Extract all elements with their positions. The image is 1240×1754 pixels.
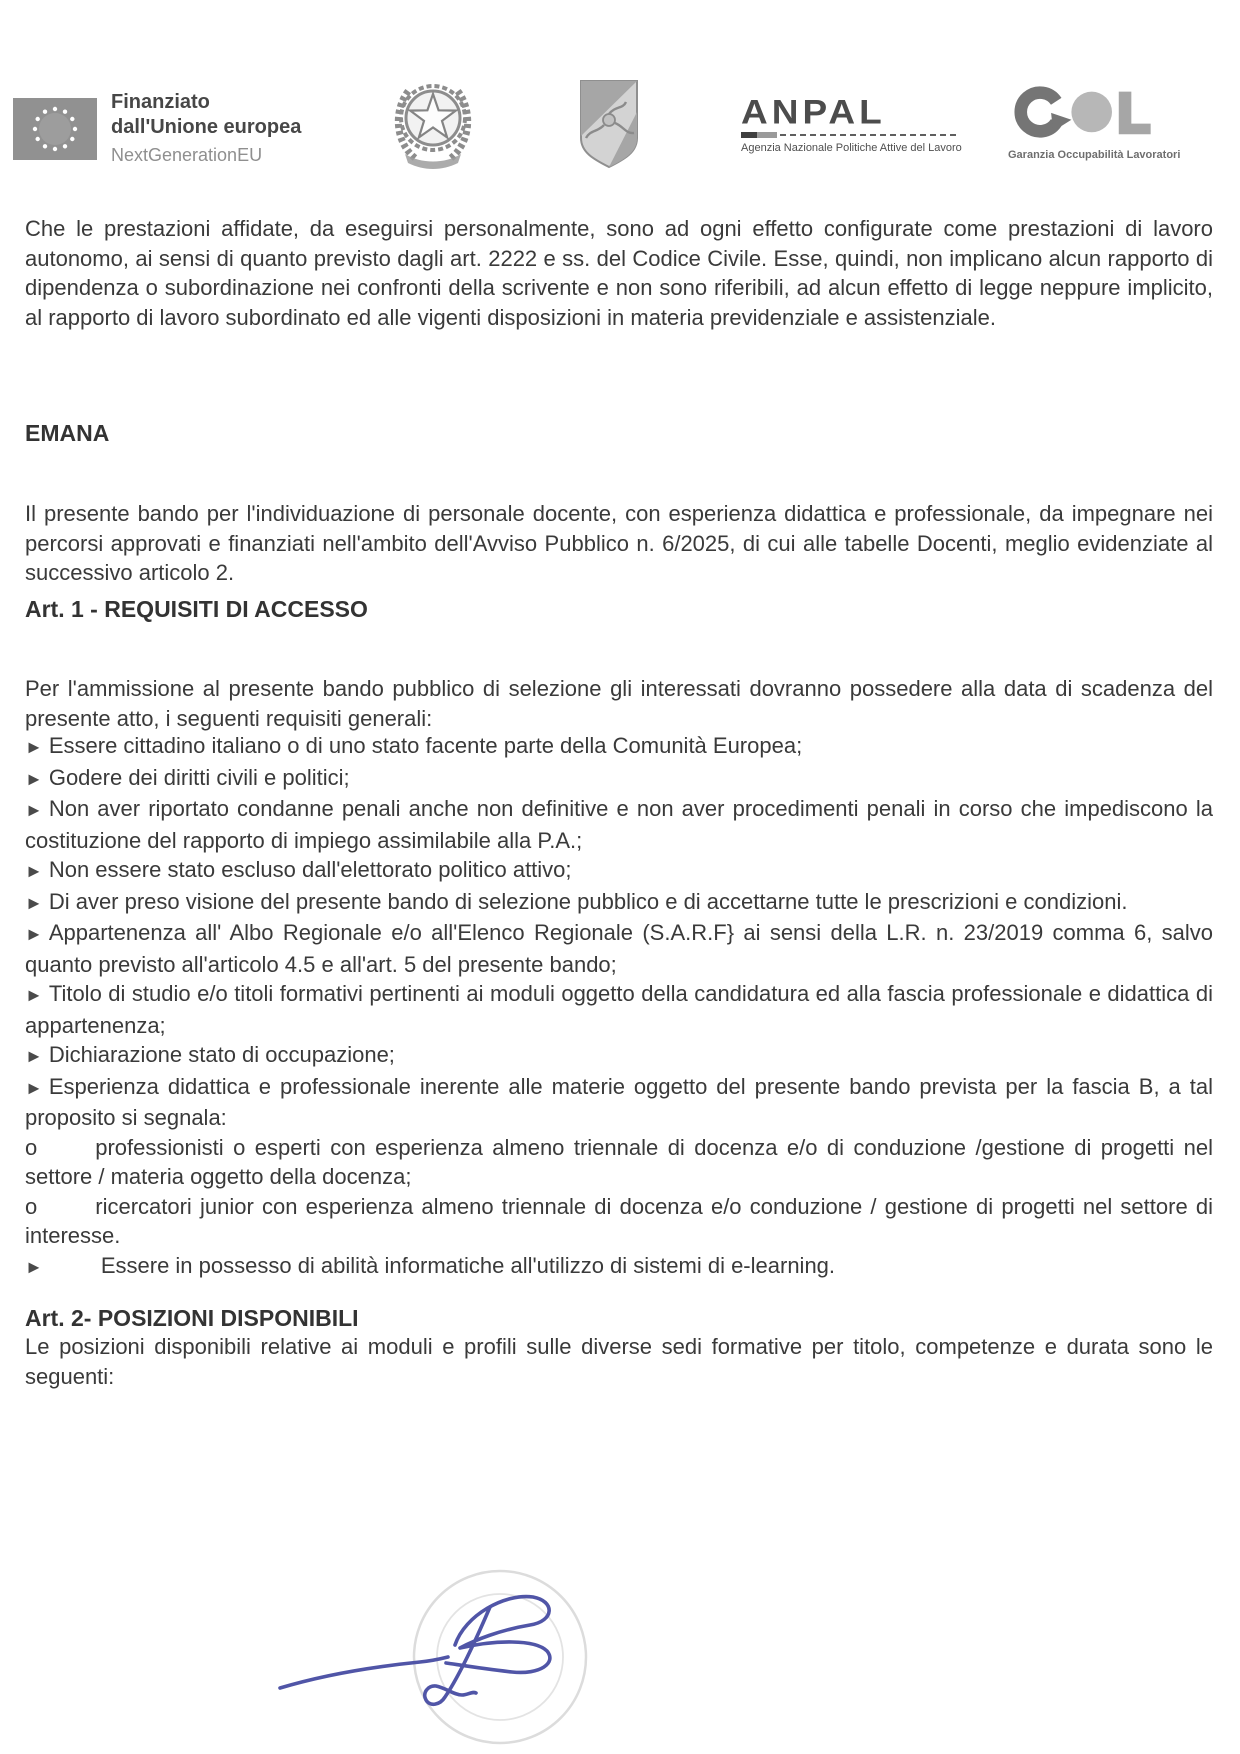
requirement-item	[25, 794, 1213, 855]
paragraph-art1-intro: Per l'ammissione al presente bando pubblico di selezione gli interessati dovranno possedere alla data di scadenza del presente atto, i seguenti requisiti generali:	[25, 676, 1213, 731]
requirement-text: Titolo di studio e/o titoli formativi pertinenti ai moduli oggetto della candidatura ed alla fascia professionale e didattica di appartenenza;	[25, 981, 1213, 1038]
requirement-text: Di aver preso visione del presente bando di selezione pubblico e di accettarne tutte le prescrizioni e condizioni.	[48, 888, 1128, 914]
header-logos	[13, 68, 1220, 180]
eu-funding-subtitle: NextGenerationEU	[111, 145, 263, 165]
anpal-wordmark: ANPAL	[741, 93, 886, 131]
requirement-subitem	[25, 1133, 1213, 1192]
eu-funding-title-line2: dall'Unione europea	[111, 116, 302, 138]
requirement-item	[25, 1251, 1213, 1283]
requirement-item	[25, 731, 1213, 763]
requirement-item	[25, 918, 1213, 979]
circle-bullet: o	[25, 1134, 38, 1160]
requirement-item	[25, 1072, 1213, 1133]
requirement-text: professionisti o esperti con esperienza almeno triennale di docenza e/o di conduzione /gestione di progetti nel settore / materia oggetto della docenza;	[25, 1134, 1213, 1189]
sicily-emblem-icon	[578, 78, 640, 170]
requirement-text: Essere in possesso di abilità informatiche all'utilizzo di sistemi di e-learning.	[100, 1252, 836, 1278]
requirements-list	[25, 731, 1213, 1282]
heading-art2: Art. 2- POSIZIONI DISPONIBILI	[25, 1305, 359, 1331]
gol-wordmark-icon	[1008, 82, 1158, 140]
italy-emblem-icon	[385, 68, 481, 172]
anpal-flag-italy-icon	[741, 132, 757, 138]
arrow-bullet-icon: ►	[25, 1046, 43, 1066]
requirement-item	[25, 763, 1213, 795]
anpal-flag-eu-icon	[757, 132, 777, 138]
paragraph-art2-intro: Le posizioni disponibili relative ai moduli e profili sulle diverse sedi formative per titolo, competenze e durata sono le seguenti:	[25, 1334, 1213, 1389]
arrow-bullet-icon: ►	[25, 737, 43, 757]
paragraph-prestazioni: Che le prestazioni affidate, da eseguirsi personalmente, sono ad ogni effetto configurate come prestazioni di lavoro autonomo, ai sensi di quanto previsto dagli art. 2222 e ss. del Codice Civile. Esse, quindi, non implicano alcun rapporto di dipendenza o subordinazione nei confronti della scrivente e non sono riferibili, ad alcun effetto di legge neppure implicito, al rapporto di lavoro subordinato ed alle vigenti disposizioni in materia previdenziale e assistenziale.	[25, 216, 1213, 330]
arrow-bullet-icon: ►	[25, 800, 43, 820]
requirement-item	[25, 855, 1213, 887]
gol-logo	[1008, 82, 1181, 161]
requirement-text: Dichiarazione stato di occupazione;	[48, 1042, 395, 1067]
requirement-subitem	[25, 1192, 1213, 1251]
circle-bullet: o	[25, 1193, 38, 1219]
anpal-dashed-line	[780, 134, 956, 136]
heading-art1: Art. 1 - REQUISITI DI ACCESSO	[25, 596, 368, 622]
requirement-text: Esperienza didattica e professionale inerente alle materie oggetto del presente bando prevista per la fascia B, a tal proposito si segnala:	[25, 1073, 1213, 1130]
paragraph-bando: Il presente bando per l'individuazione di personale docente, con esperienza didattica e professionale, da impegnare nei percorsi approvati e finanziati nell'ambito dell'Avviso Pubblico n. 6/2025, di cui alle tabelle Docenti, meglio evidenziate al successivo articolo 2.	[25, 501, 1213, 585]
stamp-icon	[414, 1571, 586, 1743]
requirement-text: Non aver riportato condanne penali anche non definitive e non aver procedimenti penali in corso che impediscono la costituzione del rapporto di impiego assimilabile alla P.A.;	[25, 796, 1213, 853]
requirement-text: Godere dei diritti civili e politici;	[48, 764, 350, 790]
requirement-text: Non essere stato escluso dall'elettorato politico attivo;	[48, 857, 572, 882]
requirement-item	[25, 979, 1213, 1040]
arrow-bullet-icon: ►	[25, 861, 43, 881]
arrow-bullet-icon: ►	[25, 768, 43, 789]
gol-caption: Garanzia Occupabilità Lavoratori	[1008, 149, 1181, 161]
requirement-item	[25, 1040, 1213, 1072]
arrow-bullet-icon: ►	[25, 924, 43, 944]
requirement-text: ricercatori junior con esperienza almeno triennale di docenza e/o conduzione / gestione di progetti nel settore di interesse.	[25, 1193, 1213, 1248]
anpal-caption: Agenzia Nazionale Politiche Attive del Lavoro	[741, 142, 962, 154]
requirement-text: Essere cittadino italiano o di uno stato facente parte della Comunità Europea;	[48, 733, 803, 758]
anpal-logo	[741, 92, 962, 154]
eu-flag-icon	[13, 98, 97, 160]
eu-funding-label	[111, 90, 301, 168]
arrow-bullet-icon: ►	[25, 1077, 43, 1098]
heading-emana: EMANA	[25, 420, 110, 446]
requirement-text: Appartenenza all' Albo Regionale e/o all'Elenco Regionale (S.A.R.F} ai sensi della L.R. n. 23/2019 comma 6, salvo quanto previsto all'articolo 4.5 e all'art. 5 del presente bando;	[25, 920, 1213, 977]
arrow-bullet-icon: ►	[25, 892, 43, 913]
arrow-bullet-icon: ►	[25, 985, 43, 1005]
signature-and-stamp	[250, 1545, 610, 1754]
anpal-separator	[741, 131, 956, 139]
eu-funding-title-line1: Finanziato	[111, 91, 210, 113]
section-art2	[25, 1305, 1213, 1391]
requirement-item	[25, 887, 1213, 919]
arrow-bullet-icon: ►	[25, 1256, 43, 1277]
